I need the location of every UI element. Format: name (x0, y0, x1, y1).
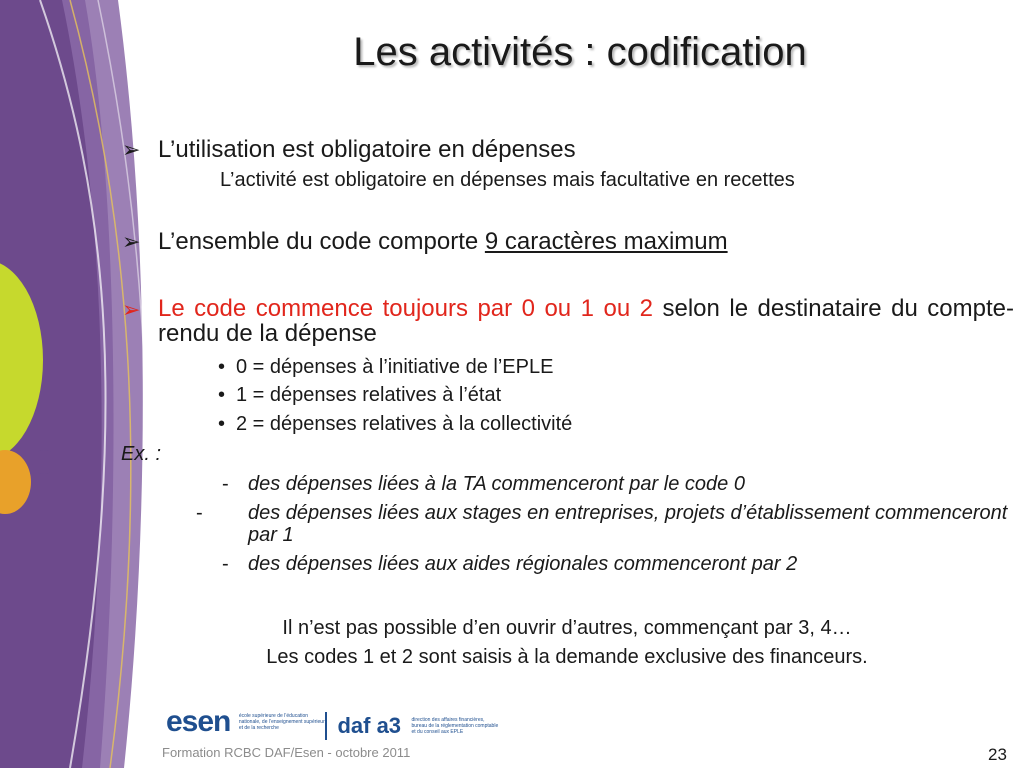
red-emphasis-text: Le code commence toujours par 0 ou 1 ou 2 (158, 295, 654, 322)
arrow-bullet-icon: ➢ (122, 297, 141, 322)
bullet-text: L’ensemble du code comporte (158, 228, 485, 255)
bullet-obligatoire (122, 136, 1014, 164)
esen-logo-name: esen (166, 705, 231, 738)
logo-divider (325, 712, 327, 740)
esen-logo-text: école supérieure de l’éducation nationale, de l’enseignement supérieur et de la recherche (238, 713, 325, 731)
daf-logo-name: daf a3 (337, 713, 402, 738)
bullet-text: selon le destinataire du compte-rendu de la dépense (158, 295, 1014, 347)
arrow-bullet-icon: ➢ (122, 229, 141, 254)
example-label: Ex. : (121, 443, 162, 465)
dash-bullet-icon: - (196, 502, 203, 524)
bullet-text: L’utilisation est obligatoire en dépenses (158, 136, 576, 163)
daf-logo-text: direction des affaires financières, bureau de la réglementation comptable et du conseil aux EPLE (411, 717, 499, 735)
example-item-1: - des dépenses liées aux stages en entreprises, projets d’établissement commenceront par 1 (196, 502, 1008, 546)
bullet-code-commence (122, 296, 1014, 346)
note-line-1: Il n’est pas possible d’en ouvrir d’autres, commençant par 3, 4… (282, 617, 852, 639)
purple-dot (32, 450, 56, 474)
code-item-1: • 1 = dépenses relatives à l’état (218, 384, 502, 406)
footer-text: Formation RCBC DAF/Esen - octobre 2011 (162, 745, 411, 760)
code-item-0: • 0 = dépenses à l’initiative de l’EPLE (218, 356, 554, 378)
note-line-2: Les codes 1 et 2 sont saisis à la demande exclusive des financeurs. (266, 646, 868, 668)
page-number: 23 (988, 745, 1007, 764)
dot-bullet-icon: • (218, 413, 226, 435)
bullet1-subtext: L’activité est obligatoire en dépenses mais facultative en recettes (220, 169, 795, 191)
dash-bullet-icon: - (222, 473, 229, 495)
underlined-highlight: 9 caractères maximum (484, 228, 728, 255)
dot-bullet-icon: • (218, 384, 226, 406)
example-item-2: - des dépenses liées aux aides régionales commenceront par 2 (222, 553, 798, 575)
dot-bullet-icon: • (218, 356, 226, 378)
code-item-2: • 2 = dépenses relatives à la collectivité (218, 413, 573, 435)
arrow-bullet-icon: ➢ (122, 137, 141, 162)
dash-bullet-icon: - (222, 553, 229, 575)
esen-logo (166, 705, 327, 739)
bullet-caracteres (122, 228, 1014, 256)
slide-title: Les activités : codification (353, 30, 807, 74)
daf-a3-logo (325, 712, 500, 740)
example-item-0: - des dépenses liées à la TA commenceront par le code 0 (222, 473, 745, 495)
